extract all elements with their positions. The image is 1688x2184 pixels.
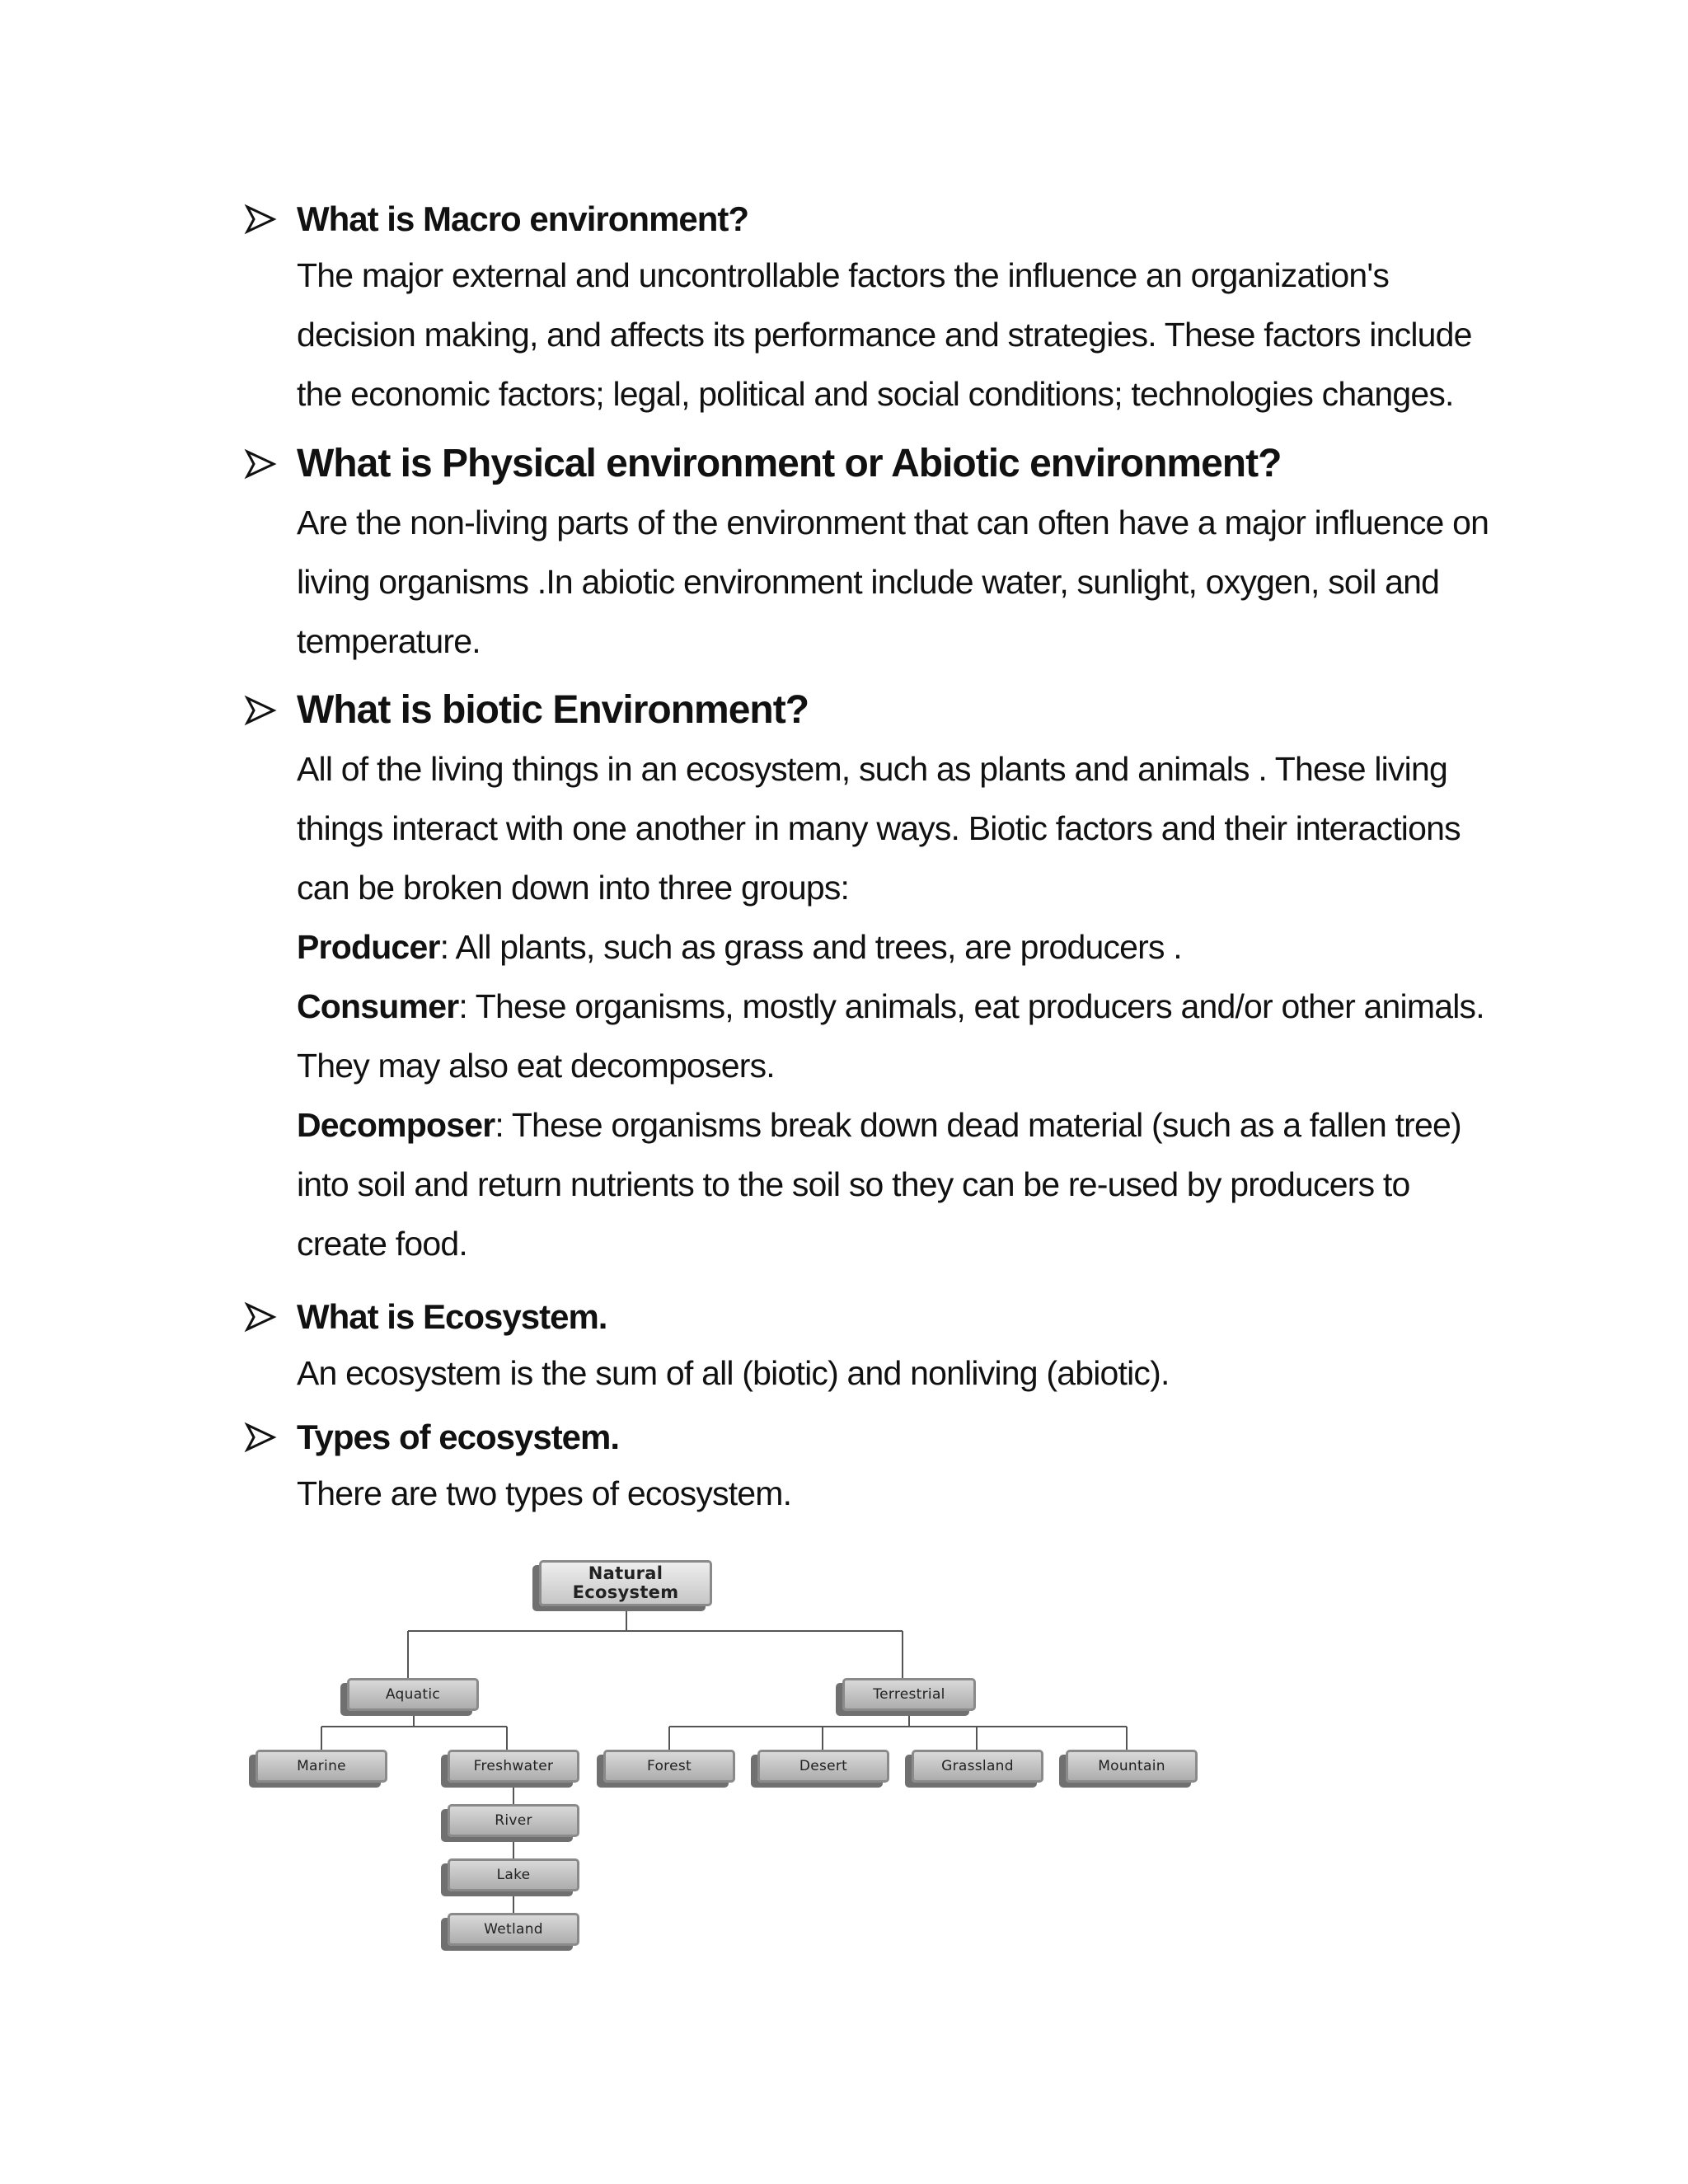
node-wetland: Wetland: [448, 1913, 579, 1946]
arrowhead-bullet-icon: [244, 694, 277, 727]
section-ecosystem: [244, 1297, 1497, 1403]
answer-body: [297, 246, 1497, 424]
section-biotic-environment: [244, 687, 1497, 1273]
answer-body: [297, 1343, 1497, 1403]
arrowhead-bullet-icon: [244, 1421, 277, 1454]
ecosystem-hierarchy-diagram: [247, 1554, 1212, 1949]
answer-paragraph: An ecosystem is the sum of all (biotic) and nonliving (abiotic).: [297, 1354, 1170, 1393]
node-mountain: Mountain: [1066, 1750, 1198, 1783]
question-heading: [244, 687, 1497, 733]
node-grassland: Grassland: [912, 1750, 1043, 1783]
group-decomposer: [297, 1095, 1497, 1273]
answer-body: [297, 739, 1497, 1273]
answer-paragraph: There are two types of ecosystem.: [297, 1474, 792, 1513]
node-desert: Desert: [757, 1750, 889, 1783]
node-river: River: [448, 1804, 579, 1837]
group-term: Consumer: [297, 987, 459, 1026]
node-marine: Marine: [256, 1750, 387, 1783]
group-description: : These organisms break down dead material (such as a fallen tree) into soil and return nutrients to the soil so they can be re-used by producers to create food.: [297, 1106, 1461, 1263]
node-freshwater: Freshwater: [448, 1750, 579, 1783]
section-types-of-ecosystem: [244, 1418, 1497, 1523]
arrowhead-bullet-icon: [244, 448, 277, 480]
group-term: Producer: [297, 928, 440, 967]
question-text: What is Ecosystem.: [297, 1297, 607, 1336]
section-macro-environment: [244, 199, 1497, 424]
question-text: What is Physical environment or Abiotic environment?: [297, 442, 1282, 485]
question-heading: [244, 199, 1497, 239]
question-heading: [244, 1418, 1497, 1457]
group-consumer: [297, 977, 1497, 1095]
question-text: What is biotic Environment?: [297, 688, 809, 732]
node-terrestrial: Terrestrial: [842, 1678, 976, 1711]
section-abiotic-environment: [244, 441, 1497, 671]
group-description: : All plants, such as grass and trees, are producers .: [439, 928, 1182, 967]
answer-paragraph: The major external and uncontrollable factors the influence an organization's decision making, and affects its performance and strategies. These factors include the economic factors; legal, political and social conditions; technologies changes.: [297, 256, 1472, 414]
question-heading: [244, 441, 1497, 486]
answer-body: [297, 1464, 1497, 1523]
question-heading: [244, 1297, 1497, 1337]
answer-paragraph: All of the living things in an ecosystem, such as plants and animals . These living things interact with one another in many ways. Biotic factors and their interactions can be broken down into three groups:: [297, 750, 1461, 907]
node-forest: Forest: [603, 1750, 735, 1783]
question-text: Types of ecosystem.: [297, 1418, 620, 1456]
group-producer: [297, 917, 1497, 977]
question-text: What is Macro environment?: [297, 199, 749, 238]
answer-body: [297, 493, 1497, 671]
node-natural-ecosystem: Natural Ecosystem: [539, 1560, 712, 1606]
node-lake: Lake: [448, 1858, 579, 1891]
group-description: : These organisms, mostly animals, eat producers and/or other animals. They may also eat decomposers.: [297, 987, 1484, 1085]
node-aquatic: Aquatic: [347, 1678, 479, 1711]
arrowhead-bullet-icon: [244, 1301, 277, 1333]
group-term: Decomposer: [297, 1106, 495, 1145]
arrowhead-bullet-icon: [244, 203, 277, 236]
answer-paragraph: Are the non-living parts of the environment that can often have a major influence on living organisms .In abiotic environment include water, sunlight, oxygen, soil and temperature.: [297, 504, 1489, 661]
